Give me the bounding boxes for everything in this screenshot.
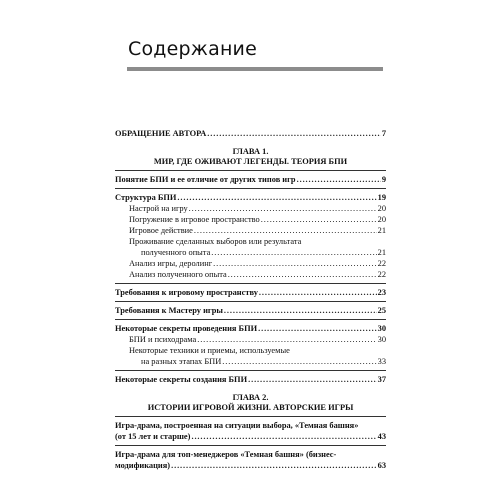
toc-entry-text: Анализ полученного опыта bbox=[129, 270, 227, 279]
toc-leader bbox=[259, 287, 377, 298]
toc-page-number: 43 bbox=[377, 432, 386, 441]
toc-entry-text: Погружение в игровое пространство bbox=[129, 215, 260, 224]
toc-page-number: 25 bbox=[377, 306, 386, 315]
toc-entry-structure[interactable] bbox=[115, 192, 386, 203]
toc-page-number: 33 bbox=[377, 357, 386, 366]
toc-page-number: 30 bbox=[377, 324, 386, 333]
toc-leader bbox=[211, 247, 376, 258]
toc-leader bbox=[248, 374, 377, 385]
chapter-label: ГЛАВА 1. bbox=[232, 147, 269, 156]
toc-entry-secrets[interactable] bbox=[115, 323, 386, 334]
toc-subentry-s1[interactable] bbox=[115, 203, 386, 214]
toc-entry-text-continued: (от 15 лет и старше) bbox=[115, 432, 191, 441]
toc-leader bbox=[224, 305, 377, 316]
toc-subentry-s5[interactable] bbox=[115, 258, 386, 269]
toc-subentry-p1[interactable] bbox=[115, 334, 386, 345]
toc-entry-text: Проживание сделанных выборов или результата bbox=[129, 237, 302, 246]
toc-entry-req-master[interactable] bbox=[115, 305, 386, 316]
toc-entry-text: Некоторые секреты создания БПИ bbox=[115, 375, 248, 384]
toc-page-number: 22 bbox=[377, 259, 386, 268]
toc-page-number: 21 bbox=[377, 226, 386, 235]
toc-page-number: 20 bbox=[377, 215, 386, 224]
toc-leader bbox=[171, 460, 377, 471]
toc-page-number: 19 bbox=[377, 193, 386, 202]
toc-page-number: 37 bbox=[377, 375, 386, 384]
toc-entry-text: Некоторые секреты проведения БПИ bbox=[115, 324, 258, 333]
toc-entry-text-continued: полученного опыта bbox=[141, 248, 211, 257]
toc-entry-text: Игра-драма, построенная на ситуации выбора, «Темная башня» bbox=[115, 421, 359, 430]
toc-subentry-s3[interactable] bbox=[115, 225, 386, 236]
toc-entry-text: Структура БПИ bbox=[115, 193, 177, 202]
toc-entry-text: Анализ игры, деролинг bbox=[129, 259, 213, 268]
toc-page-number: 63 bbox=[377, 461, 386, 470]
toc-leader bbox=[194, 225, 377, 236]
toc-entry-game-2[interactable] bbox=[115, 449, 386, 471]
toc-entry-text-continued: модификация) bbox=[115, 461, 171, 470]
chapter-1-heading bbox=[115, 147, 386, 167]
toc-entry-text: Понятие БПИ и ее отличие от других типов игр bbox=[115, 175, 296, 184]
toc-leader bbox=[189, 203, 377, 214]
toc-leader bbox=[222, 356, 376, 367]
toc-leader bbox=[197, 334, 376, 345]
chapter-title: ИСТОРИИ ИГРОВОЙ ЖИЗНИ. АВТОРСКИЕ ИГРЫ bbox=[147, 403, 354, 412]
toc-leader bbox=[258, 323, 377, 334]
toc-entry-author[interactable] bbox=[115, 128, 386, 139]
toc-entry-text: Настрой на игру bbox=[129, 204, 188, 213]
toc-leader bbox=[228, 269, 377, 280]
toc-page-number: 21 bbox=[377, 248, 386, 257]
toc-entry-creation[interactable] bbox=[115, 374, 386, 385]
page-title: Содержание bbox=[128, 38, 257, 60]
toc-page-number: 22 bbox=[377, 270, 386, 279]
toc-leader bbox=[297, 174, 381, 185]
table-of-contents bbox=[115, 128, 386, 471]
toc-entry-req-space[interactable] bbox=[115, 287, 386, 298]
toc-entry-text: Некоторые техники и приемы, используемые bbox=[129, 346, 290, 355]
toc-entry-text: ОБРАЩЕНИЕ АВТОРА bbox=[115, 129, 207, 138]
toc-page-number: 9 bbox=[381, 175, 386, 184]
toc-subentry-s2[interactable] bbox=[115, 214, 386, 225]
toc-leader bbox=[177, 192, 376, 203]
toc-entry-text: Требования к Мастеру игры bbox=[115, 306, 223, 315]
toc-page-number: 7 bbox=[381, 129, 386, 138]
toc-entry-concept[interactable] bbox=[115, 174, 386, 185]
toc-subentry-s6[interactable] bbox=[115, 269, 386, 280]
toc-entry-game-1[interactable] bbox=[115, 420, 386, 442]
toc-entry-text: Игра-драма для топ-менеджеров «Темная башня» (бизнес- bbox=[115, 450, 337, 459]
toc-entry-text-continued: на разных этапах БПИ bbox=[141, 357, 222, 366]
toc-entry-text: БПИ и психодрама bbox=[129, 335, 197, 344]
toc-leader bbox=[191, 431, 376, 442]
toc-subentry-p2[interactable] bbox=[115, 345, 386, 367]
chapter-title: МИР, ГДЕ ОЖИВАЮТ ЛЕГЕНДЫ. ТЕОРИЯ БПИ bbox=[153, 157, 348, 166]
toc-page-number: 30 bbox=[377, 335, 386, 344]
toc-page-number: 23 bbox=[377, 288, 386, 297]
toc-page-number: 20 bbox=[377, 204, 386, 213]
chapter-2-heading bbox=[115, 393, 386, 413]
chapter-label: ГЛАВА 2. bbox=[232, 393, 269, 402]
toc-entry-text: Требования к игровому пространству bbox=[115, 288, 258, 297]
toc-leader bbox=[213, 258, 377, 269]
toc-leader bbox=[261, 214, 377, 225]
toc-entry-text: Игровое действие bbox=[129, 226, 193, 235]
title-underline bbox=[127, 67, 383, 71]
toc-subentry-s4[interactable] bbox=[115, 236, 386, 258]
toc-leader bbox=[207, 128, 381, 139]
